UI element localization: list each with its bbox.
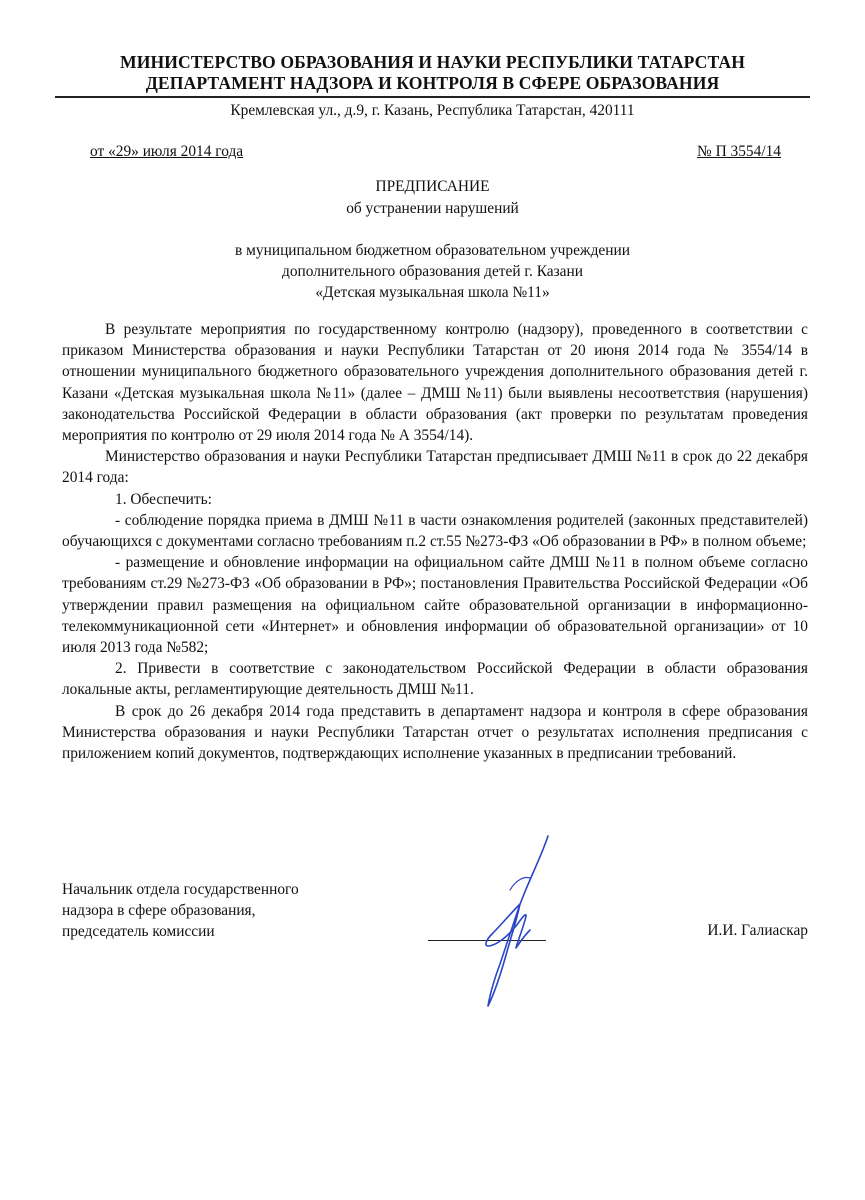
signatory-line-3: председатель комиссии	[62, 923, 215, 941]
handwritten-signature	[460, 830, 570, 1015]
list-item-1a: - соблюдение порядка приема в ДМШ №11 в части ознакомления родителей (законных представителей) обучающихся с документами согласно требованиям п.2 ст.55 №273-ФЗ «Об образовании в РФ» в полном объеме;	[62, 511, 808, 551]
paragraph-deadline: В срок до 26 декабря 2014 года представить в департамент надзора и контроля в сфере образования Министерства образования и науки Республики Татарстан отчет о результатах исполнения предписания с приложением копий документов, подтверждающих исполнение указанных в предписании требований.	[62, 702, 808, 763]
title-sub: об устранении нарушений	[346, 200, 519, 217]
document-subject	[55, 240, 810, 303]
signatory-line-2: надзора в сфере образования,	[62, 902, 256, 920]
paragraph-prescription: Министерство образования и науки Республики Татарстан предписывает ДМШ №11 в срок до 22 декабря 2014 года:	[62, 448, 808, 487]
letterhead	[55, 52, 810, 94]
signatory-name: И.И. Галиаскар	[707, 922, 808, 939]
header-rule	[55, 96, 810, 98]
address: Кремлевская ул., д.9, г. Казань, Республика Татарстан, 420111	[230, 102, 635, 119]
paragraph-inspection: В результате мероприятия по государственному контролю (надзору), проведенного в соответствии с приказом Министерства образования и науки Республики Татарстан от 20 июня 2014 года № 3554/14 в отношении муниципального бюджетного образовательного учреждения дополнительного образования детей г. Казани «Детская музыкальная школа №11» (далее – ДМШ №11) были выявлены несоответствия (нарушения) законодательства Российской Федерации в области образования (акт проверки по результатам проведения мероприятия по контролю от 29 июля 2014 года № А 3554/14).	[62, 321, 808, 445]
document-date: от «29» июля 2014 года	[90, 143, 244, 160]
list-item-1b: - размещение и обновление информации на официальном сайте ДМШ №11 в полном объеме согласно требованиям ст.29 №273-ФЗ «Об образовании в РФ»; постановления Правительства Российской Федерации «Об утверждении правил размещения на официальном сайте образовательной организации в информационно-телекоммуникационной сети «Интернет» и обновления информации об образовательной организации» от 10 июля 2013 года №582;	[62, 554, 808, 657]
document-title	[55, 176, 810, 220]
signatory-line-1: Начальник отдела государственного	[62, 881, 299, 898]
title-main: ПРЕДПИСАНИЕ	[375, 178, 490, 195]
document-number: № П 3554/14	[697, 143, 781, 160]
document-body	[62, 319, 808, 764]
subject-line-3: «Детская музыкальная школа №11»	[315, 284, 550, 301]
subject-line-2: дополнительного образования детей г. Казани	[282, 263, 583, 280]
list-item-2: 2. Привести в соответствие с законодательством Российской Федерации в области образования локальные акты, регламентирующие деятельность ДМШ №11.	[62, 660, 808, 699]
list-item-1: 1. Обеспечить:	[115, 490, 212, 508]
department-name: ДЕПАРТАМЕНТ НАДЗОРА И КОНТРОЛЯ В СФЕРЕ ОБРАЗОВАНИЯ	[145, 73, 720, 93]
subject-line-1: в муниципальном бюджетном образовательном учреждении	[235, 242, 630, 259]
ministry-name: МИНИСТЕРСТВО ОБРАЗОВАНИЯ И НАУКИ РЕСПУБЛИКИ ТАТАРСТАН	[119, 52, 745, 72]
signatory-position	[62, 879, 299, 943]
